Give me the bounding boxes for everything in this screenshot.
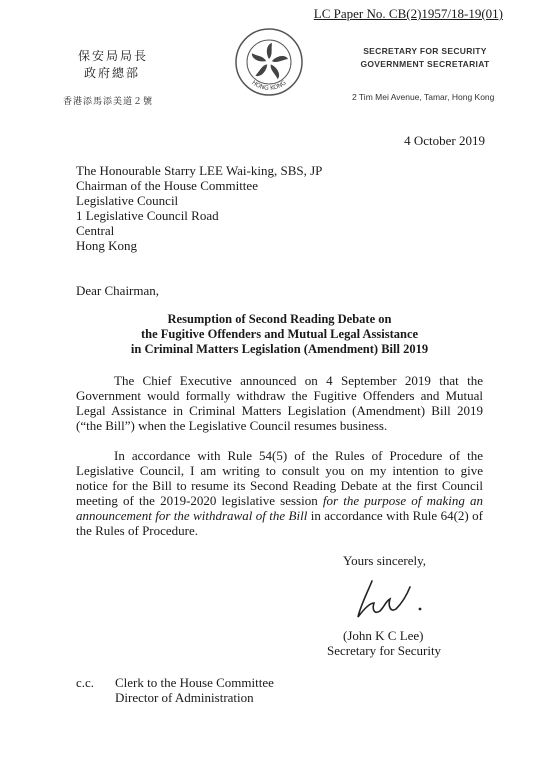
letterhead-en-title: SECRETARY FOR SECURITY [363,46,487,56]
cc-recipient: Clerk to the House Committee [115,675,274,690]
letterhead-en-address: 2 Tim Mei Avenue, Tamar, Hong Kong [352,92,495,102]
recipient-line: The Honourable Starry LEE Wai-king, SBS, JP [76,163,323,178]
body-paragraph-2 [76,448,483,538]
subject-line: the Fugitive Offenders and Mutual Legal Assistance [140,327,419,341]
subject-line: in Criminal Matters Legislation (Amendment) Bill 2019 [130,342,429,356]
paragraph-text: The Chief Executive announced on 4 September 2019 that the Government would formally withdraw the Fugitive Offenders and Mutual Legal Assistance in Criminal Matters Legislation (Amendment) Bill 2019 (“the Bill”) when the Legislative Council resumes business. [76,373,483,433]
letterhead-en-dept: GOVERNMENT SECRETARIAT [360,59,490,69]
signatory-title: Secretary for Security [327,643,442,658]
letterhead-cn-title: 保安局局長 [78,49,149,63]
signatory-name: (John K C Lee) [343,628,424,643]
paragraph-italic-text: for the purpose of making an announcement for the withdrawal of the Bill [76,493,484,523]
recipient-line: Legislative Council [76,193,179,208]
recipient-line: 1 Legislative Council Road [76,208,219,223]
letterhead-cn-dept: 政府總部 [84,66,141,80]
paragraph-text: in accordance with Rule 64(2) of the Rules of Procedure. [76,508,483,538]
signature [350,573,440,623]
cc-label: c.c. [76,675,95,690]
salutation: Dear Chairman, [76,283,160,298]
body-paragraph-1 [76,373,483,433]
recipient-line: Chairman of the House Committee [76,178,258,193]
paper-number: LC Paper No. CB(2)1957/18-19(01) [313,6,503,21]
subject-line: Resumption of Second Reading Debate on [167,312,392,326]
svg-text:HONG KONG [250,79,287,92]
recipient-line: Hong Kong [76,238,138,253]
hong-kong-emblem [234,27,304,97]
closing: Yours sincerely, [343,553,427,568]
recipient-line: Central [76,223,115,238]
paragraph-text: In accordance with Rule 54(5) of the Rules of Procedure of the Legislative Council, I am writing to consult you on my intention to give notice for the Bill to resume its Second Reading Debate at the first Council meeting of the 2019-2020 legislative session [76,448,483,508]
emblem-text: HONG KONG [250,79,288,92]
letter-date: 4 October 2019 [404,133,485,148]
cc-recipient: Director of Administration [115,690,254,705]
letterhead-cn-address: 香港添馬添美道２號 [63,97,154,107]
